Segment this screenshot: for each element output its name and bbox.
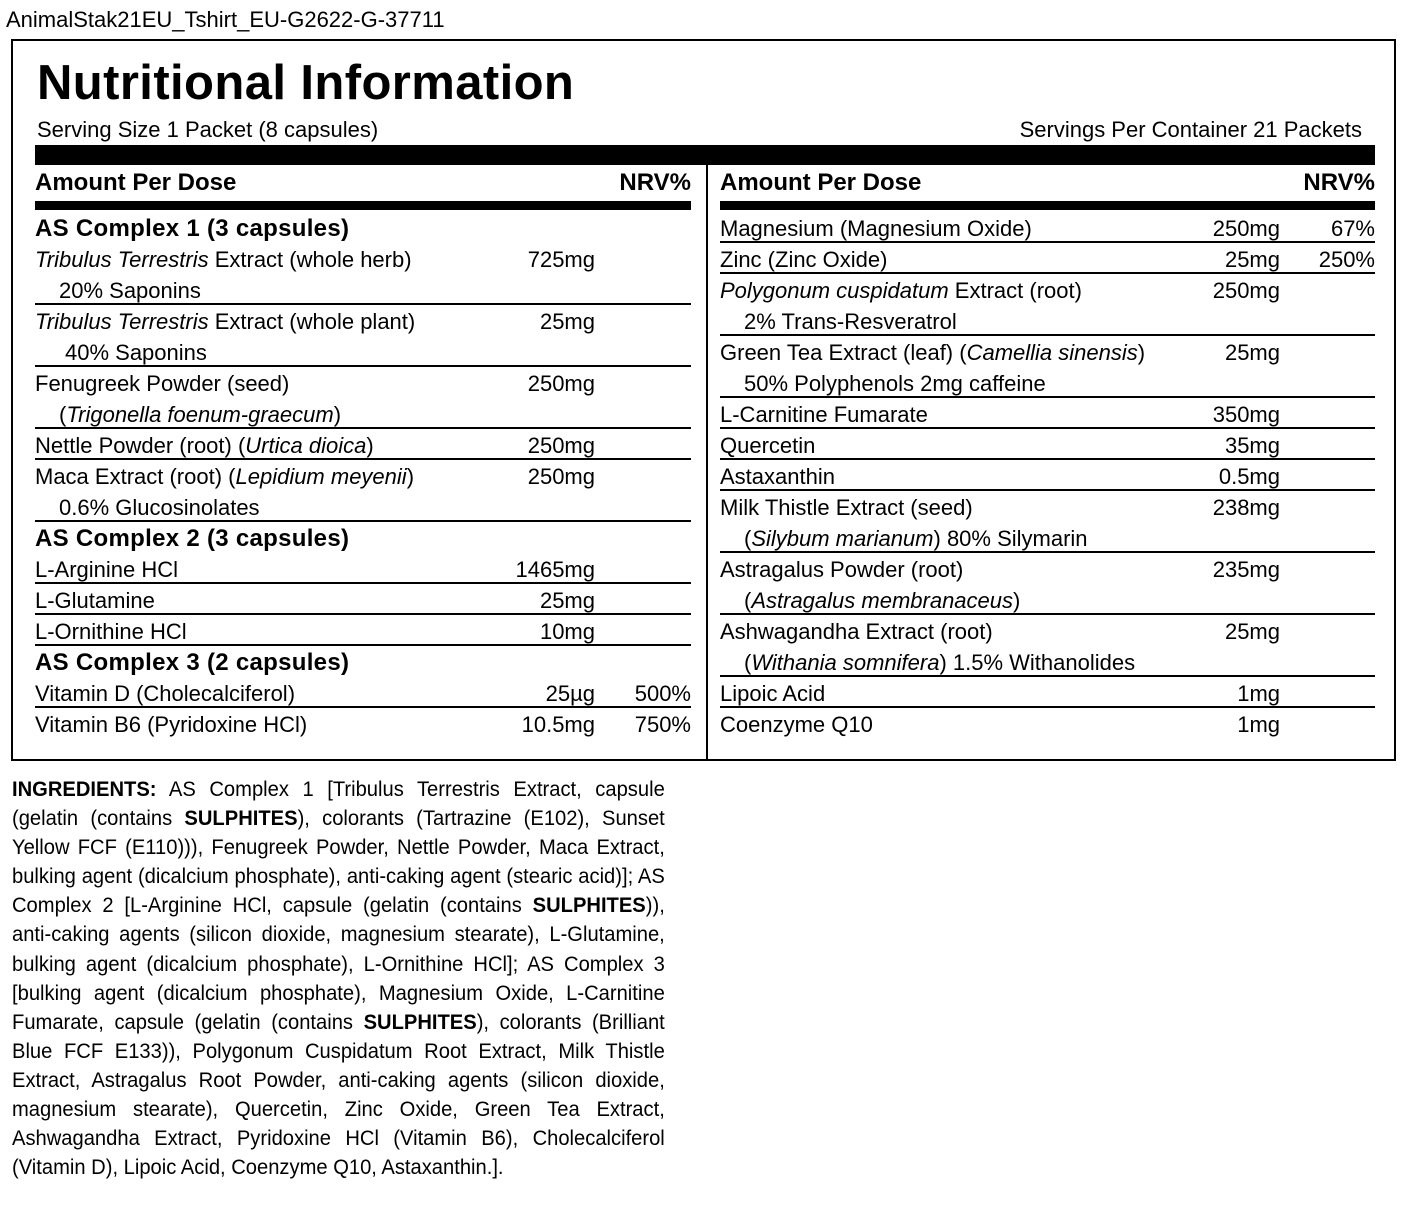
file-identifier: AnimalStak21EU_Tshirt_EU-G2622-G-37711 <box>6 7 445 32</box>
nutrient-row: Zinc (Zinc Oxide) 25mg 250% <box>720 243 1375 274</box>
header-rule <box>35 145 1375 165</box>
nutrient-row: Magnesium (Magnesium Oxide) 250mg 67% <box>720 212 1375 243</box>
amount-per-dose-header: Amount Per Dose <box>720 169 922 196</box>
nutrient-row: Milk Thistle Extract (seed) (Silybum marianum) 80% Silymarin 238mg <box>720 491 1375 553</box>
allergen: SULPHITES <box>532 894 646 918</box>
nutrition-panel <box>11 39 1396 761</box>
ingredients-text: INGREDIENTS: AS Complex 1 [Tribulus Terrestris Extract, capsule (gelatin (contains SULPHITES), colorants (Tartrazine (E102), Sunset Yellow FCF (E110))), Fenugreek Powder, Nettle Powder, Maca Extract, bulking agent (dicalcium phosphate), anti-caking agent (stearic acid)]; AS Complex 2 [L-Arginine HCl, capsule (gelatin (contains SULPHITES)), anti-caking agents (silicon dioxide, magnesium stearate), L-Glutamine, bulking agent (dicalcium phosphate), L-Ornithine HCl]; AS Complex 3 [bulking agent (dicalcium phosphate), Magnesium Oxide, L-Carnitine Fumarate, capsule (gelatin (contains SULPHITES), colorants (Brilliant Blue FCF E133)), Polygonum Cuspidatum Root Extract, Milk Thistle Extract, Astragalus Root Powder, anti-caking agents (silicon dioxide, magnesium stearate), Quercetin, Zinc Oxide, Green Tea Extract, Ashwagandha Extract, Pyridoxine HCl (Vitamin B6), Cholecalciferol (Vitamin D), Lipoic Acid, Coenzyme Q10, Astaxanthin.]. <box>12 778 665 1180</box>
nutrient-row: Maca Extract (root) (Lepidium meyenii) 0.6% Glucosinolates 250mg <box>35 460 691 522</box>
allergen: SULPHITES <box>363 1010 477 1034</box>
nutrient-row: Nettle Powder (root) (Urtica dioica) 250mg <box>35 429 691 460</box>
complex-1-heading: AS Complex 1 (3 capsules) <box>35 215 350 242</box>
nutrient-row: Green Tea Extract (leaf) (Camellia sinensis) 50% Polyphenols 2mg caffeine 25mg <box>720 336 1375 398</box>
nutrient-row: Astragalus Powder (root) (Astragalus membranaceus) 235mg <box>720 553 1375 615</box>
nutrient-row: Tribulus Terrestris Extract (whole plant) 40% Saponins 25mg <box>35 305 691 367</box>
nrv-header: NRV% <box>619 169 691 196</box>
nutrient-row: Tribulus Terrestris Extract (whole herb) 20% Saponins 725mg <box>35 243 691 305</box>
nutrient-row: Vitamin D (Cholecalciferol) 25µg 500% <box>35 677 691 708</box>
serving-size: Serving Size 1 Packet (8 capsules) <box>37 117 379 142</box>
nutrient-row: Quercetin 35mg <box>720 429 1375 460</box>
nutrient-row: Astaxanthin 0.5mg <box>720 460 1375 491</box>
left-column <box>35 165 691 739</box>
nutrient-row: Vitamin B6 (Pyridoxine HCl) 10.5mg 750% <box>35 712 691 737</box>
nutrient-row: L-Arginine HCl 1465mg <box>35 553 691 584</box>
nutrient-row: Lipoic Acid 1mg <box>720 677 1375 708</box>
servings-per-container: Servings Per Container 21 Packets <box>1019 117 1362 142</box>
left-column-header <box>35 165 691 210</box>
complex-2-heading: AS Complex 2 (3 capsules) <box>35 525 350 552</box>
column-divider <box>706 165 708 761</box>
ingredients-label: INGREDIENTS: <box>12 778 157 801</box>
right-column <box>720 165 1375 739</box>
panel-title: Nutritional Information <box>37 56 575 110</box>
nutrient-row: Polygonum cuspidatum Extract (root) 2% Trans-Resveratrol 250mg <box>720 274 1375 336</box>
nutrient-row: L-Carnitine Fumarate 350mg <box>720 398 1375 429</box>
right-column-header <box>720 165 1375 210</box>
nutrient-row: Fenugreek Powder (seed) (Trigonella foenum-graecum) 250mg <box>35 367 691 429</box>
amount-per-dose-header: Amount Per Dose <box>35 169 237 196</box>
complex-3-heading: AS Complex 3 (2 capsules) <box>35 649 350 676</box>
nutrient-row: Ashwagandha Extract (root) (Withania somnifera) 1.5% Withanolides 25mg <box>720 615 1375 677</box>
nutrient-row: L-Glutamine 25mg <box>35 584 691 615</box>
nutrient-row: L-Ornithine HCl 10mg <box>35 615 691 646</box>
nrv-header: NRV% <box>1303 169 1375 196</box>
allergen: SULPHITES <box>184 807 298 831</box>
nutrient-row: Coenzyme Q10 1mg <box>720 712 1280 737</box>
